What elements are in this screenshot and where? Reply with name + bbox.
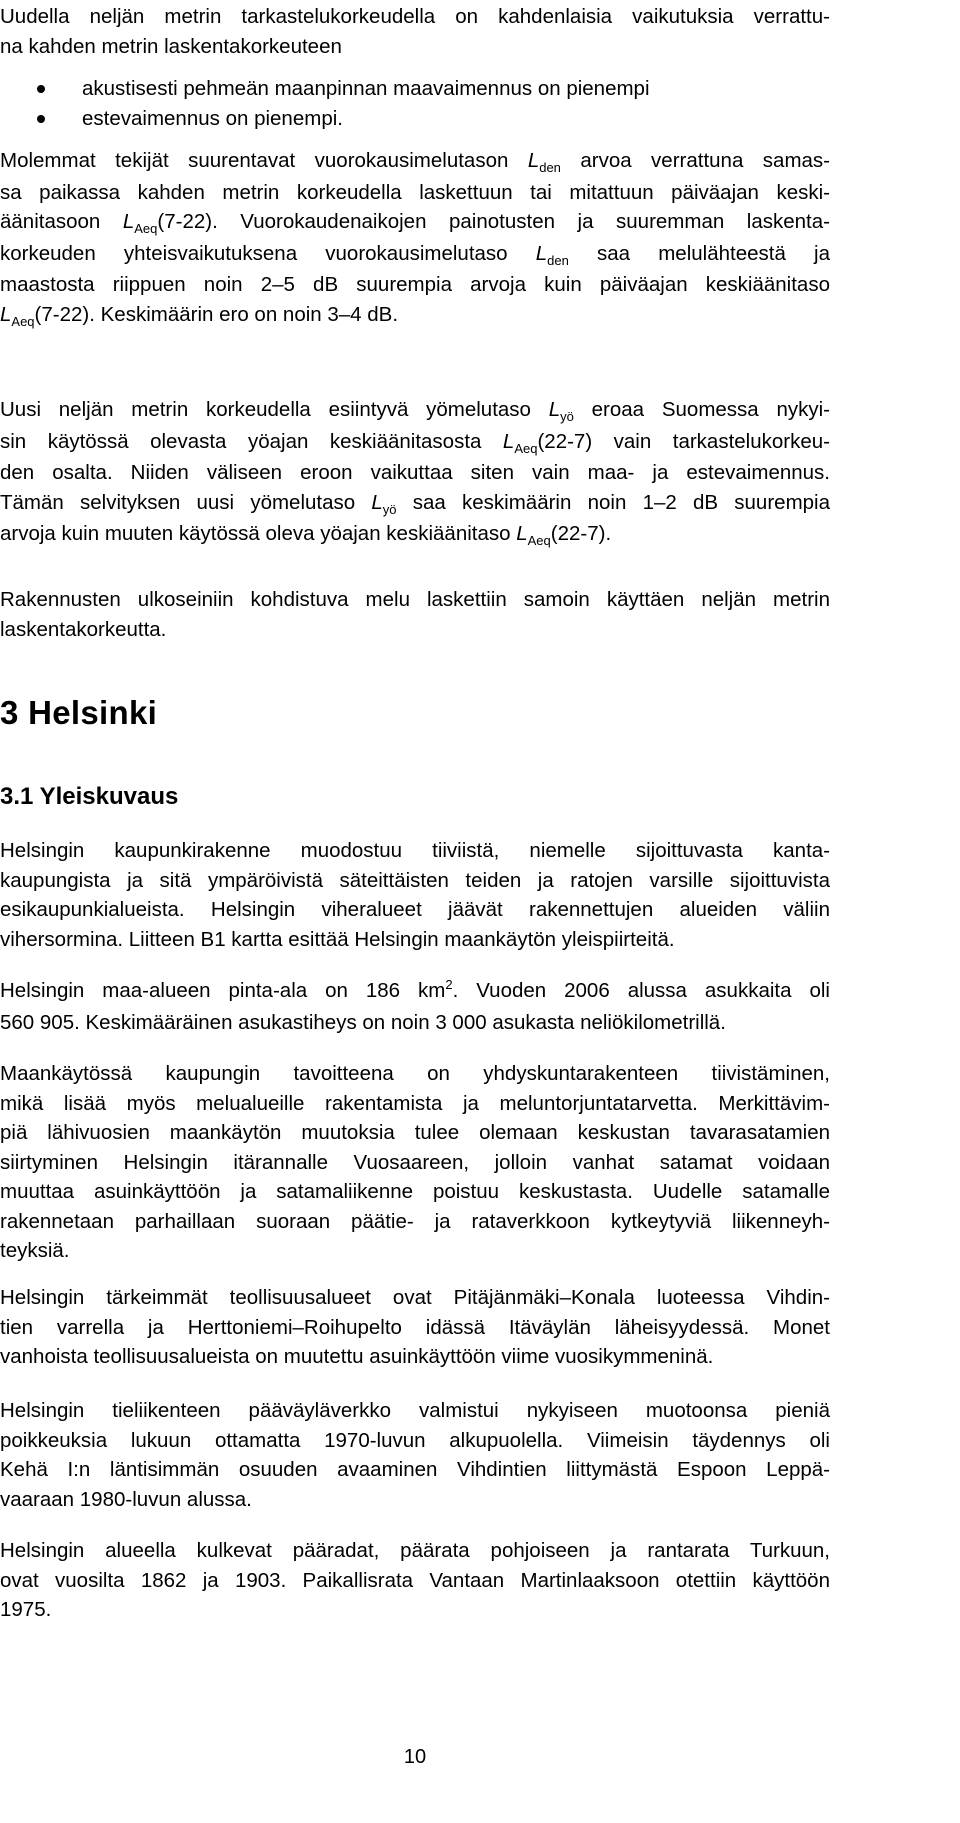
list-item-text: akustisesti pehmeän maanpinnan maavaimennus on pienempi: [82, 77, 650, 100]
page-number: 10: [403, 1746, 427, 1768]
text-line: arvoja kuin muuten käytössä oleva yöajan keskiäänitaso $L_{Aeq}(22-7)$.: [0, 522, 612, 548]
text-line: maastosta riippuen noin 2–5 dB suurempia arvoja kuin päiväajan keskiäänitaso: [0, 273, 830, 296]
text-line: tien varrella ja Herttoniemi–Roihupelto idässä Itäväylän läheisyydessä. Monet: [0, 1315, 830, 1339]
text-line: laskentakorkeutta.: [0, 617, 167, 641]
text-line: siirtyminen Helsingin itärannalle Vuosaareen, jolloin vanhat satamat voidaan: [0, 1150, 830, 1174]
text-line: Uudella neljän metrin tarkastelukorkeudella on kahdenlaisia vaikutuksia verrattu-: [0, 5, 830, 28]
text-line: sin käytössä olevasta yöajan keskiäänitasosta $L_{Aeq}(22-7)$ vain tarkastelukorkeu-: [0, 429, 830, 456]
paragraph-area: [0, 976, 830, 1037]
subsection-heading: 3.1 Yleiskuvaus: [0, 783, 179, 810]
text-line: Tämän selvityksen uusi yömelutaso $L_{yö}$ saa keskimäärin noin 1–2 dB suurempia: [0, 490, 830, 517]
text-line: Helsingin tärkeimmät teollisuusalueet ovat Pitäjänmäki–Konala luoteessa Vihdin-: [0, 1286, 830, 1309]
text-line: esikaupunkialueista. Helsingin viheralueet jäävät rakennettujen alueiden väliin: [0, 898, 830, 921]
text-line: mikä lisää myös melualueille rakentamista ja meluntorjuntatarvetta. Merkittävim-: [0, 1091, 830, 1115]
text-line: vihersormina. Liitteen B1 kartta esittää Helsingin maankäytön yleispiirteitä.: [0, 927, 675, 951]
text-line: rakennetaan parhaillaan suoraan päätie- ja rataverkkoon kytkeytyviä liikenneyh-: [0, 1209, 830, 1233]
section-heading: 3 Helsinki: [0, 694, 158, 731]
text-line: Rakennusten ulkoseiniin kohdistuva melu laskettiin samoin käyttäen neljän metrin: [0, 588, 830, 611]
text-line: poikkeuksia lukuun ottamatta 1970-luvun alkupuolella. Viimeisin täydennys oli: [0, 1428, 830, 1452]
text-line: vanhoista teollisuusalueista on muutettu asuinkäyttöön viime vuosikymmeninä.: [0, 1345, 714, 1368]
text-line: Helsingin maa-alueen pinta-ala on 186 $km^2$. Vuoden 2006 alussa asukkaita oli: [0, 977, 830, 1002]
text-line: na kahden metrin laskentakorkeuteen: [0, 34, 342, 58]
bullet-icon: [37, 115, 45, 123]
text-line: 560 905. Keskimääräinen asukastiheys on noin 3 000 asukasta neliökilometrillä.: [0, 1010, 726, 1034]
text-line: den osalta. Niiden väliseen eroon vaikuttaa siten vain maa- ja estevaimennus.: [0, 461, 830, 484]
text-line: Helsingin tieliikenteen pääväyläverkko valmistui nykyiseen muotoonsa pieniä: [0, 1399, 830, 1422]
text-line: korkeuden yhteisvaikutuksena vuorokausimelutaso $L_{den}$ saa melulähteestä ja: [0, 241, 830, 268]
bullet-list: [0, 74, 830, 133]
list-item: [0, 74, 830, 104]
text-line: Molemmat tekijät suurentavat vuorokausimelutason $L_{den}$ arvoa verrattuna samas-: [0, 149, 830, 175]
paragraph-lyo: [0, 395, 830, 551]
paragraph-industry: [0, 1283, 830, 1372]
text-line: vaaraan 1980-luvun alussa.: [0, 1487, 252, 1511]
list-item: [0, 104, 830, 134]
text-line: $L_{Aeq}(7-22)$. Keskimäärin ero on noin 3–4 dB.: [0, 302, 399, 329]
text-line: äänitasoon $L_{Aeq}(7-22)$. Vuorokaudenaikojen painotusten ja suuremman laskenta-: [0, 210, 830, 236]
text-line: teyksiä.: [0, 1239, 70, 1262]
paragraph-intro: [0, 2, 830, 61]
paragraph-roads: [0, 1396, 830, 1514]
text-line: Helsingin alueella kulkevat pääradat, päärata pohjoiseen ja rantarata Turkuun,: [0, 1539, 830, 1562]
paragraph-overview: [0, 836, 830, 954]
text-line: 1975.: [0, 1598, 52, 1621]
bullet-icon: [37, 85, 45, 93]
paragraph-railways: [0, 1536, 830, 1625]
list-item-text: estevaimennus on pienempi.: [82, 106, 343, 130]
text-line: ovat vuosilta 1862 ja 1903. Paikallisrata Vantaan Martinlaaksoon otettiin käyttöön: [0, 1568, 830, 1592]
text-line: kaupungista ja sitä ympäröivistä säteittäisten teiden ja ratojen varsille sijoittuvista: [0, 868, 830, 892]
text-line: piä lähivuosien maankäytön muutoksia tulee olemaan keskustan tavarasatamien: [0, 1121, 830, 1144]
text-line: muuttaa asuinkäyttöön ja satamaliikenne poistuu keskustasta. Uudelle satamalle: [0, 1180, 830, 1203]
paragraph-lden: [0, 146, 830, 331]
text-line: Helsingin kaupunkirakenne muodostuu tiiviistä, niemelle sijoittuvasta kanta-: [0, 839, 830, 862]
text-line: Uusi neljän metrin korkeudella esiintyvä yömelutaso $L_{yö}$ eroaa Suomessa nykyi-: [0, 398, 830, 424]
text-line: Kehä I:n läntisimmän osuuden avaaminen Vihdintien liittymästä Espoon Leppä-: [0, 1458, 830, 1481]
text-line: Maankäytössä kaupungin tavoitteena on yhdyskuntarakenteen tiivistäminen,: [0, 1062, 830, 1085]
paragraph-facades: [0, 585, 830, 644]
paragraph-landuse: [0, 1059, 830, 1266]
text-line: sa paikassa kahden metrin korkeudella laskettuun tai mitattuun päiväajan keski-: [0, 180, 830, 204]
